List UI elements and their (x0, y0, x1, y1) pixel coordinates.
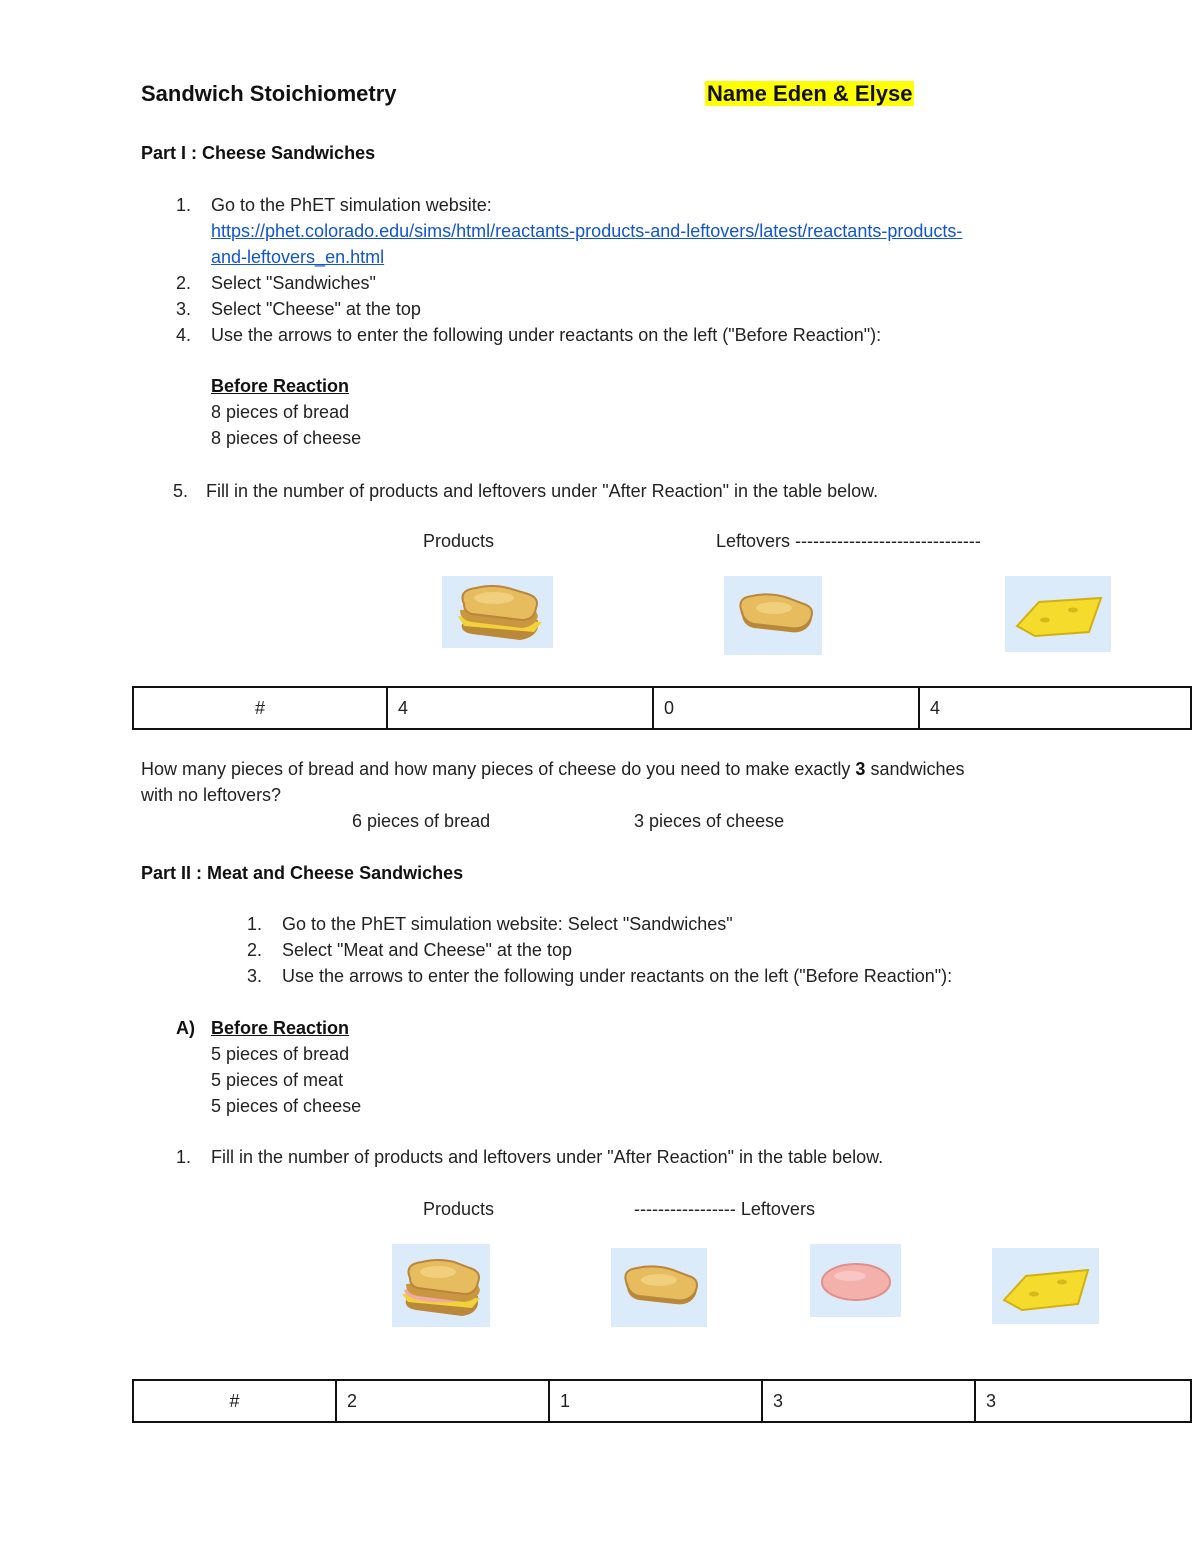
part1-step-1-text: Go to the PhET simulation website: (211, 195, 492, 215)
part1-heading: Part I : Cheese Sandwiches (141, 143, 376, 163)
part1-products-label: Products (423, 531, 495, 551)
table-cell-bread-leftover: 0 (653, 687, 919, 729)
part1-step-5-text: Fill in the number of products and leftovers under "After Reaction" in the table below. (206, 481, 879, 501)
part2-heading: Part II : Meat and Cheese Sandwiches (141, 863, 464, 883)
phet-link-line2[interactable]: and-leftovers_en.html (211, 247, 385, 267)
part2-step-1-num: 1. (247, 914, 263, 934)
part1-step-3-num: 3. (176, 299, 192, 319)
question-bold-number: 3 (855, 759, 866, 779)
meat-slice-icon (810, 1244, 901, 1317)
table-row (133, 1380, 1191, 1422)
question-pre: How many pieces of bread and how many pieces of cheese do you need to make exactly (141, 759, 856, 779)
part2-step-3-num: 3. (247, 966, 263, 986)
question-line1 (141, 759, 965, 780)
cheese-sandwich-icon (442, 576, 553, 648)
part1-before-bread: 8 pieces of bread (211, 402, 350, 422)
name-highlight: Name Eden & Elyse (707, 81, 913, 106)
part2-results-table (132, 1379, 1192, 1423)
question-post: sandwiches (865, 759, 965, 779)
part2-step-2-num: 2. (247, 940, 263, 960)
question-line2: with no leftovers? (141, 785, 282, 805)
part2-before-cheese: 5 pieces of cheese (211, 1096, 362, 1116)
part1-leftovers-label: Leftovers ------------------------------- (716, 531, 981, 551)
part1-step-1-num: 1. (176, 195, 192, 215)
bread-slice-icon (611, 1248, 707, 1327)
part2-fill-num: 1. (176, 1147, 192, 1167)
bread-slice-icon (724, 576, 822, 655)
part2-step-1-text: Go to the PhET simulation website: Select "Sandwiches" (282, 914, 733, 934)
table-cell-cheese-leftover: 4 (919, 687, 1191, 729)
part2-step-2-text: Select "Meat and Cheese" at the top (282, 940, 572, 960)
meat-cheese-sandwich-icon (392, 1244, 490, 1327)
table-row (133, 687, 1191, 729)
part1-before-cheese: 8 pieces of cheese (211, 428, 362, 448)
part1-before-heading: Before Reaction (211, 376, 350, 396)
part2-before-meat: 5 pieces of meat (211, 1070, 344, 1090)
answer-bread: 6 pieces of bread (352, 811, 491, 831)
table-cell-sandwiches: 4 (387, 687, 653, 729)
part2-before-heading: Before Reaction (211, 1018, 350, 1038)
table-cell-cheese-leftover: 3 (975, 1380, 1191, 1422)
cheese-slice-icon (1005, 576, 1111, 652)
part2-section-label: A) (176, 1018, 195, 1038)
part2-products-label: Products (423, 1199, 495, 1219)
table-cell-label: # (133, 687, 387, 729)
part2-before-bread: 5 pieces of bread (211, 1044, 350, 1064)
part1-step-4-num: 4. (176, 325, 192, 345)
table-cell-bread-leftover: 1 (549, 1380, 762, 1422)
student-names (705, 81, 914, 107)
part1-step-4-text: Use the arrows to enter the following under reactants on the left ("Before Reaction"): (211, 325, 882, 345)
part2-step-3-text: Use the arrows to enter the following under reactants on the left ("Before Reaction"): (282, 966, 953, 986)
part2-fill-text: Fill in the number of products and leftovers under "After Reaction" in the table below. (211, 1147, 884, 1167)
part1-step-2-text: Select "Sandwiches" (211, 273, 376, 293)
part2-leftovers-label: ----------------- Leftovers (634, 1199, 815, 1219)
page-title: Sandwich Stoichiometry (141, 81, 397, 106)
cheese-slice-icon (992, 1248, 1099, 1324)
table-cell-label: # (133, 1380, 336, 1422)
table-cell-meat-leftover: 3 (762, 1380, 975, 1422)
answer-cheese: 3 pieces of cheese (634, 811, 785, 831)
part1-step-3-text: Select "Cheese" at the top (211, 299, 421, 319)
part1-results-table (132, 686, 1192, 730)
phet-link-line1[interactable]: https://phet.colorado.edu/sims/html/reactants-products-and-leftovers/latest/reactants-products- (211, 221, 963, 241)
part1-step-2-num: 2. (176, 273, 192, 293)
part1-step-5-num: 5. (173, 481, 189, 501)
table-cell-sandwiches: 2 (336, 1380, 549, 1422)
